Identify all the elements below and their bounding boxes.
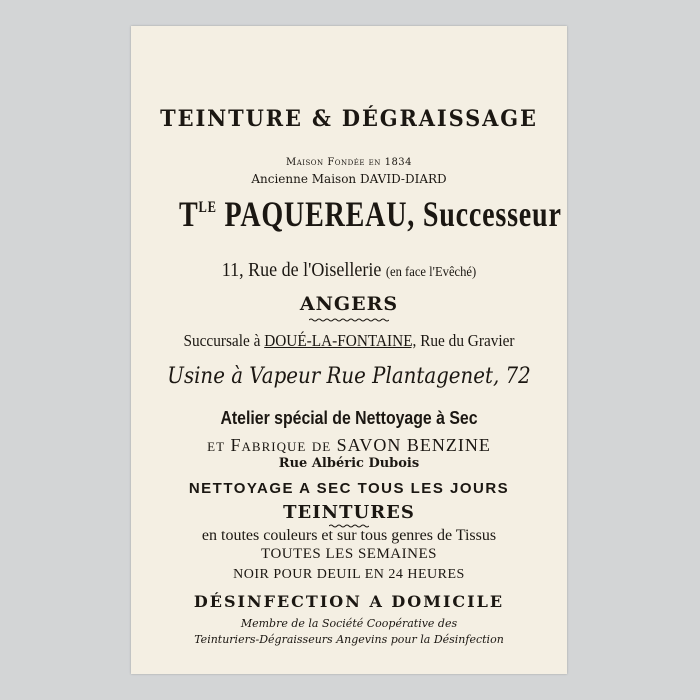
owner-name: PAQUEREAU, Successeur	[224, 194, 562, 234]
member-line-1: Membre de la Société Coopérative des	[240, 617, 458, 630]
owner-line	[178, 194, 562, 234]
former-house-line: Ancienne Maison DAVID-DIARD	[251, 172, 447, 186]
atelier-line: Atelier spécial de Nettoyage à Sec	[220, 408, 478, 428]
card-heading: TEINTURE & DÉGRAISSAGE	[160, 106, 538, 132]
branch-town: DOUÉ-LA-FONTAINE,	[264, 331, 417, 350]
founded-line: Maison Fondée en 1834	[285, 157, 413, 168]
colors-line: en toutes couleurs et sur tous genres de Tissus	[201, 527, 497, 544]
fabrique-line: et Fabrique de SAVON BENZINE	[207, 435, 491, 455]
city-name: ANGERS	[299, 293, 399, 315]
trade-card	[131, 26, 567, 674]
teintures-line: TEINTURES	[283, 502, 415, 523]
wavy-divider	[309, 318, 389, 322]
mourning-line: NOIR POUR DEUIL EN 24 HEURES	[233, 567, 465, 582]
owner-prefix: T	[178, 194, 199, 234]
branch-prefix: Succursale à	[183, 331, 261, 350]
daily-line: NETTOYAGE A SEC TOUS LES JOURS	[188, 480, 510, 497]
factory-line: Usine à Vapeur Rue Plantagenet, 72	[167, 364, 531, 389]
fabrique-street-line: Rue Albéric Dubois	[278, 456, 420, 471]
weekly-line: TOUTES LES SEMAINES	[261, 546, 437, 562]
branch-line	[153, 332, 545, 349]
address-note: (en face l'Evêché)	[385, 265, 477, 280]
branch-street: Rue du Gravier	[420, 331, 515, 350]
disinfection-line: DÉSINFECTION A DOMICILE	[193, 592, 505, 611]
address-line	[153, 260, 545, 280]
member-line-2: Teinturiers-Dégraisseurs Angevins pour la Désinfection	[194, 633, 504, 646]
address-main: 11, Rue de l'Oisellerie	[221, 259, 382, 281]
owner-prefix-sup: LE	[198, 199, 217, 216]
